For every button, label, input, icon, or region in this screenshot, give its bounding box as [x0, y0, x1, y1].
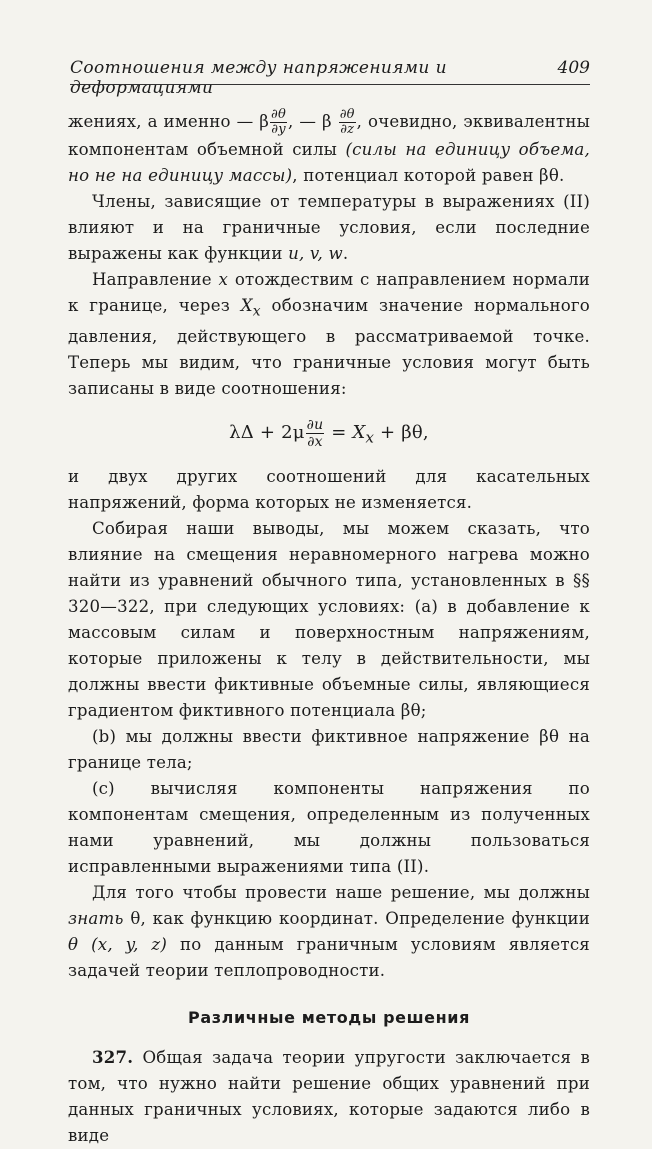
running-header: [70, 58, 590, 98]
fraction-dtheta-dz: $\frac{\partial\theta}{\partial z}$: [339, 107, 355, 137]
boundary-condition-formula: λΔ + 2μ $\frac{\partial u}{\partial x}$ = $X_x + \beta\theta$,: [229, 416, 429, 450]
header-rule: [70, 84, 590, 85]
body-text: [68, 108, 590, 1149]
paragraph-6: (b) мы должны ввести фиктивное напряжение βθ на границе тела;: [68, 727, 590, 773]
running-title: Соотношения между напряжениями и деформациями: [70, 58, 447, 98]
paragraph-2: Члены, зависящие от температуры в выражениях (II) влияют и на граничные условия, если последние выражены как функции u, v, w.: [68, 192, 590, 263]
paragraph-5: Собирая наши выводы, мы можем сказать, что влияние на смещения неравномерного нагрева можно найти из уравнений обычного типа, установленных в §§ 320—322, при следующих условиях: (a) в добавление к массовым силам и поверхностным напряжениям, которые приложены к телу в действительности, мы должны ввести фиктивные объемные силы, являющиеся градиентом фиктивного потенциала βθ;: [68, 519, 590, 721]
page-number: 409: [557, 58, 590, 78]
paragraph-3: Направление x отождествим с направлением нормали к границе, через $X_x$ обозначим значение нормального давления, действующего в рассматриваемой точке. Теперь мы видим, что граничные условия могут быть записаны в виде соотношения:: [68, 270, 590, 399]
paragraph-8: Для того чтобы провести наше решение, мы должны знать θ, как функцию координат. Определение функции θ (x, y, z) по данным граничным условиям является задачей теории теплопроводности.: [68, 883, 590, 981]
section-number: 327.: [92, 1047, 134, 1068]
paragraph-9: 327. Общая задача теории упругости заключается в том, что нужно найти решение общих уравнений при данных граничных условиях, которые задаются либо в виде: [68, 1047, 590, 1146]
paragraph-7: (c) вычисляя компоненты напряжения по компонентам смещения, определенным из полученных нами уравнений, мы должны пользоваться исправленными выражениями типа (II).: [68, 779, 590, 877]
paragraph-4: и двух других соотношений для касательных напряжений, форма которых не изменяется.: [68, 467, 590, 513]
fraction-dtheta-dy: $\frac{\partial\theta}{\partial y}$: [271, 107, 286, 137]
section-heading: Различные методы решения: [188, 1008, 470, 1028]
paragraph-1: жениях, а именно — β $\frac{\partial\theta}{\partial y}$ , — β $\frac{\partial\theta}{\partial z}$ , очевидно, эквивалентны компонентам объемной силы (силы на единицу объема, но не на единицу массы), потенциал которой равен βθ.: [68, 107, 590, 185]
